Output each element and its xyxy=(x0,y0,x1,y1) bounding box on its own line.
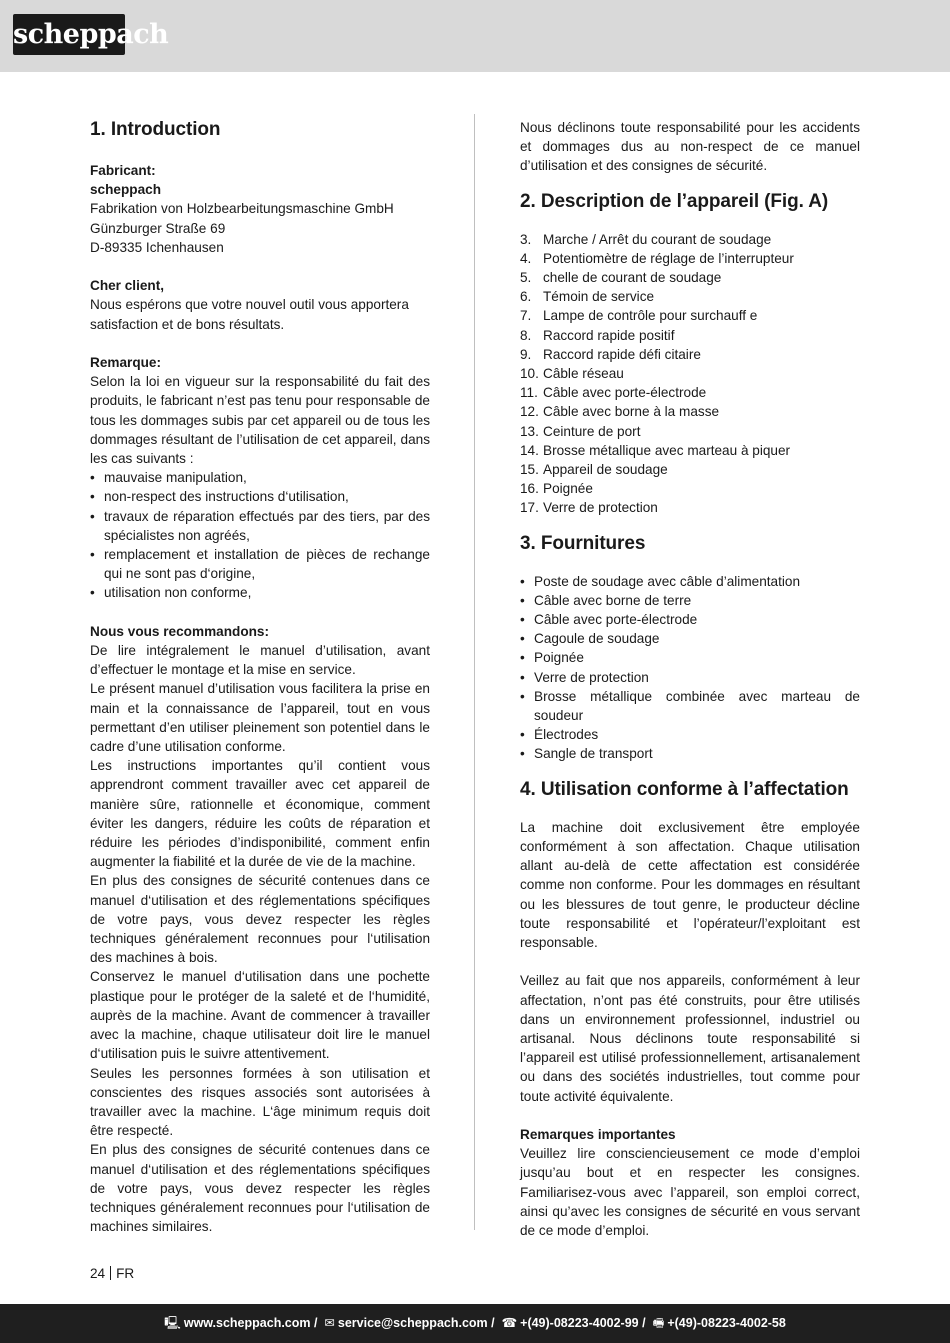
computer-icon: 🖳 xyxy=(164,1316,181,1330)
important-notes-label: Remarques importantes xyxy=(520,1126,676,1142)
section-title-description: 2. Description de l’appareil (Fig. A) xyxy=(520,190,829,212)
email-link[interactable]: ✉ service@scheppach.com / xyxy=(324,1316,495,1330)
remark-list xyxy=(90,468,430,602)
list-item: • Poste de soudage avec câble d’alimentation xyxy=(520,572,860,591)
section-title-intended-use: 4. Utilisation conforme à l’affectation xyxy=(520,778,849,800)
intended-use-paragraph: Veillez au fait que nos appareils, conformément à leur affectation, n’ont pas été construits, pour être utilisés dans un environnement professionnel, industriel ou artisanal. Nous déclinons toute responsabilité si l’appareil est utilisé professionnellement, artisanalement ou dans des sociétés industrielles, tout comme pour toute activité équivalente. xyxy=(520,973,860,1104)
footer-bar xyxy=(0,1304,950,1343)
description-list xyxy=(520,230,860,518)
page-number: 24 FR xyxy=(90,1266,135,1281)
dear-customer-text: Nous espérons que votre nouvel outil vous apportera satisfaction et de bons résultats. xyxy=(90,297,409,332)
list-item: 8. Raccord rapide positif xyxy=(520,327,675,343)
recommend-paragraph: Le présent manuel d’utilisation vous facilitera la prise en main et la connaissance de l’appareil, tout en vous permettant d’en utiliser pleinement son potentiel dans le cadre d’une utilisation conforme. xyxy=(90,681,430,755)
list-item: 6. Témoin de service xyxy=(520,289,655,305)
recommend-paragraph: De lire intégralement le manuel d’utilisation, avant d’effectuer le montage et la mise en service. xyxy=(90,643,430,678)
phone-number: ☎ +(49)-08223-4002-99 / xyxy=(501,1316,646,1330)
list-item: • Verre de protection xyxy=(520,668,860,687)
recommend-paragraph: En plus des consignes de sécurité contenues dans ce manuel d‘utilisation et des réglementations spécifiques de votre pays, vous devez respecter les règles techniques généralement reconnues pour l‘utilisation de machines similaires. xyxy=(90,1142,430,1235)
supply-list xyxy=(520,572,860,764)
list-item: 11. Câble avec porte-électrode xyxy=(520,385,707,401)
recommend-paragraph: En plus des consignes de sécurité contenues dans ce manuel d‘utilisation et des réglementations spécifiques de votre pays, vous devez respecter les règles techniques généralement reconnues pour l‘utilisation des machines à bois. xyxy=(90,873,430,966)
list-item: 4. Potentiomètre de réglage de l’interrupteur xyxy=(520,250,794,266)
recommend-paragraph: Les instructions importantes qu’il contient vous apprendront comment travailler avec cet appareil de manière sûre, rationnelle et économique, comment éviter les dangers, réduire les coûts de réparation et réduire les périodes d’indisponibilité, comment enfin augmenter la fiabilité et la durée de vie de la machine. xyxy=(90,758,430,870)
right-column xyxy=(520,118,860,1240)
manufacturer-name: scheppach xyxy=(90,182,162,198)
list-item: • Poignée xyxy=(520,648,860,667)
phone-icon: ☎ xyxy=(501,1316,518,1330)
manufacturer-label: Fabricant: xyxy=(90,163,156,178)
scheppach-logo: scheppach xyxy=(13,14,125,55)
list-item: • Cagoule de soudage xyxy=(520,629,860,648)
list-item: 7. Lampe de contrôle pour surchauff e xyxy=(520,308,758,324)
fax-icon: 🖷 xyxy=(652,1316,665,1330)
important-notes-text: Veuillez lire consciencieusement ce mode d’emploi jusqu’au bout et en respecter les consignes. Familiarisez-vous avec l’appareil, son emploi correct, ainsi qu’avec les consignes de sécurité en vous servant de ce mode d’emploi. xyxy=(520,1146,860,1238)
intended-use-paragraph: La machine doit exclusivement être employée conformément à son affectation. Chaque utilisation allant au-delà de cette affectation est considérée comme non conforme. Pour les dommages en résultant ou les blessures de tout genre, le producteur décline toute responsabilité et l’opérateur/l’exploitant est responsable. xyxy=(520,819,860,950)
list-item: • mauvaise manipulation, xyxy=(90,468,430,487)
remark-text: Selon la loi en vigueur sur la responsabilité du fait des produits, le fabricant n’est pas tenu pour responsable de tous les dommages subis par cet appareil ou de tous les dommages résultant de l’utilisation de cet appareil, dans les cas suivants : xyxy=(90,374,430,467)
list-item: 5. chelle de courant de soudage xyxy=(520,270,722,286)
list-item: • utilisation non conforme, xyxy=(90,583,430,602)
list-item: 3. Marche / Arrêt du courant de soudage xyxy=(520,231,772,247)
website-link[interactable]: 🖳 www.scheppach.com / xyxy=(164,1316,318,1330)
address-line: D-89335 Ichenhausen xyxy=(90,239,224,255)
list-item: 12. Câble avec borne à la masse xyxy=(520,404,720,420)
list-item: • travaux de réparation effectués par des tiers, par des spécialistes non agréés, xyxy=(90,507,430,545)
list-item: 15. Appareil de soudage xyxy=(520,462,668,478)
recommend-paragraph: Conservez le manuel d‘utilisation dans une pochette plastique pour le protéger de la saleté et de l‘humidité, auprès de la machine. Avant de commencer à travailler avec la machine, chaque utilisateur doit lire le manuel d‘utilisation puis le suivre attentivement. xyxy=(90,969,430,1062)
dear-customer-label: Cher client, xyxy=(90,278,165,294)
recommend-label: Nous vous recommandons: xyxy=(90,623,270,639)
remark-label: Remarque: xyxy=(90,355,162,370)
list-item: • Câble avec porte-électrode xyxy=(520,610,860,629)
list-item: • remplacement et installation de pièces de rechange qui ne sont pas d‘origine, xyxy=(90,545,430,583)
list-item: • Électrodes xyxy=(520,725,860,744)
address-line: Fabrikation von Holzbearbeitungsmaschine GmbH xyxy=(90,201,394,217)
list-item: 13. Ceinture de port xyxy=(520,423,641,439)
header-bar xyxy=(0,0,950,72)
list-item: 9. Raccord rapide défi citaire xyxy=(520,346,701,362)
section-title-supplies: 3. Fournitures xyxy=(520,532,646,554)
recommend-paragraph: Seules les personnes formées à son utilisation et conscientes des risques associés sont autorisées à travailler avec la machine. L‘âge minimum requis doit être respecté. xyxy=(90,1065,430,1139)
list-item: 14. Brosse métallique avec marteau à piquer xyxy=(520,442,791,458)
list-item: • non-respect des instructions d‘utilisation, xyxy=(90,487,430,506)
section-title-introduction: 1. Introduction xyxy=(90,119,221,140)
list-item: 17. Verre de protection xyxy=(520,500,658,516)
list-item: • Sangle de transport xyxy=(520,744,860,763)
mail-icon: ✉ xyxy=(324,1316,335,1330)
list-item: • Brosse métallique combinée avec marteau de soudeur xyxy=(520,687,860,725)
list-item: • Câble avec borne de terre xyxy=(520,591,860,610)
liability-text: Nous déclinons toute responsabilité pour les accidents et dommages dus au non-respect de ce manuel d’utilisation et des consignes de sécurité. xyxy=(520,120,860,174)
column-divider xyxy=(474,114,475,1230)
fax-number: 🖷 +(49)-08223-4002-58 xyxy=(652,1316,786,1330)
address-line: Günzburger Straße 69 xyxy=(90,220,226,236)
list-item: 16. Poignée xyxy=(520,481,593,497)
list-item: 10. Câble réseau xyxy=(520,366,624,382)
left-column xyxy=(90,118,430,1236)
